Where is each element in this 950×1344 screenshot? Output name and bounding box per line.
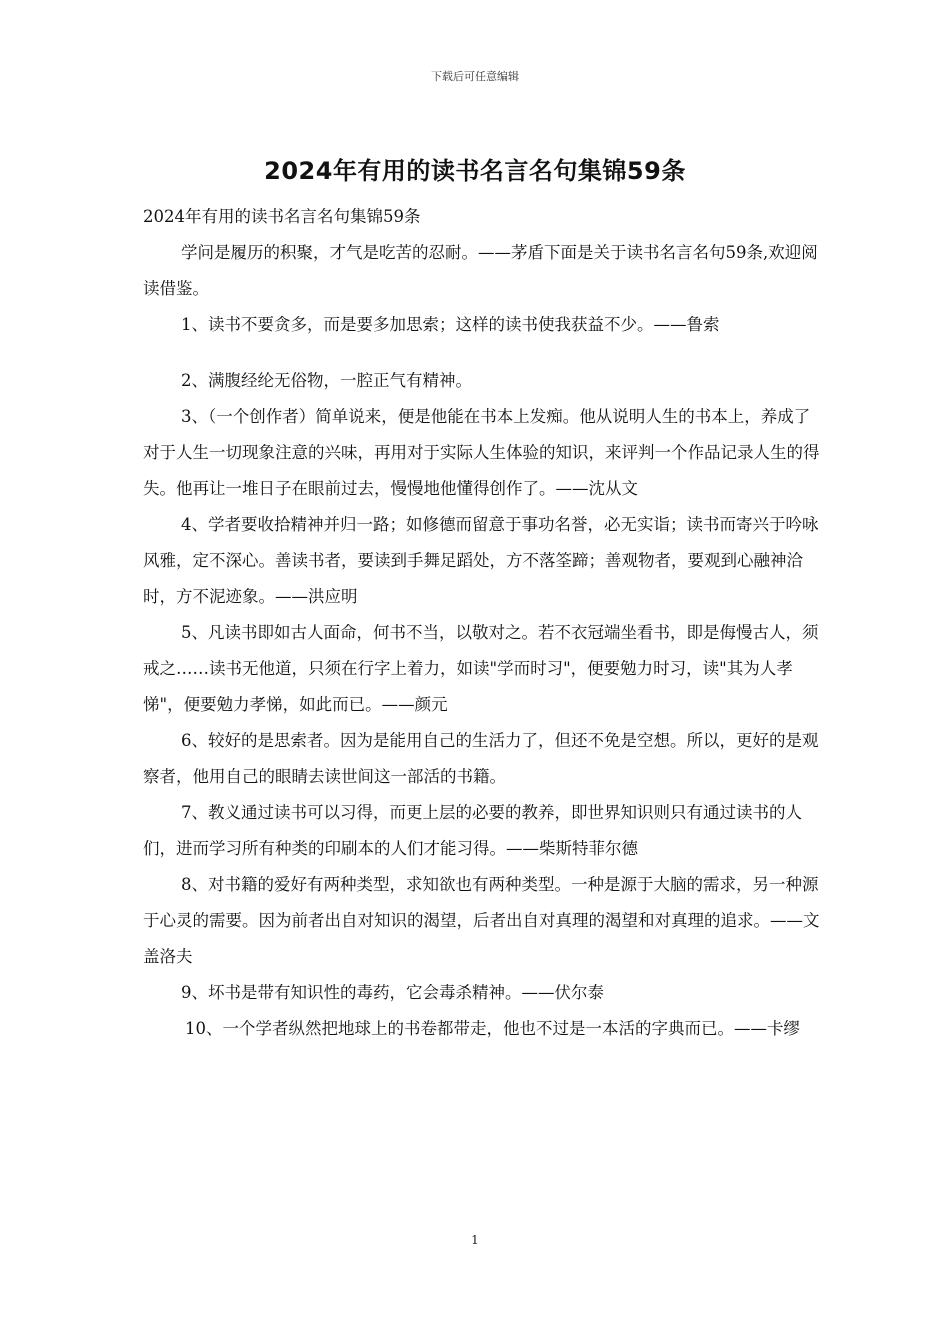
quote-9: 9、坏书是带有知识性的毒药，它会毒杀精神。——伏尔泰 <box>181 983 604 1002</box>
quote-3: 3、（一个创作者）简单说来，便是他能在书本上发痴。他从说明人生的书本上，养成了对于人生一切现象注意的兴味，再用对于实际人生体验的知识，来评判一个作品记录人生的得失。他再让一堆日子在眼前过去，慢慢地他懂得创作了。——沈从文 <box>143 407 820 498</box>
quote-5: 5、凡读书即如古人面命，何书不当，以敬对之。若不衣冠端坐看书，即是侮慢古人，须戒之……读书无他道，只须在行字上着力，如读"学而时习"，便要勉力时习，读"其为人孝悌"，便要勉力孝悌，如此而已。——颜元 <box>143 623 819 714</box>
document-title: 2024年有用的读书名言名句集锦59条 <box>264 157 686 185</box>
quote-2: 2、满腹经纶无俗物，一腔正气有精神。 <box>181 371 472 390</box>
intro-paragraph: 学问是履历的积聚，才气是吃苦的忍耐。——茅盾下面是关于读书名言名句59条,欢迎阅读借鉴。 <box>143 243 818 298</box>
quote-1: 1、读书不要贪多，而是要多加思索；这样的读书使我获益不少。——鲁索 <box>181 315 720 334</box>
quote-4: 4、学者要收拾精神并归一路；如修德而留意于事功名誉，必无实诣；读书而寄兴于吟咏风雅，定不深心。善读书者，要读到手舞足蹈处，方不落筌蹄；善观物者，要观到心融神洽时，方不泥迹象。——洪应明 <box>143 515 819 606</box>
page-number: 1 <box>471 1233 479 1247</box>
quote-10: 10、一个学者纵然把地球上的书卷都带走，他也不过是一本活的字典而已。——卡缪 <box>185 1019 800 1038</box>
quote-6: 6、较好的是思索者。因为是能用自己的生活力了，但还不免是空想。所以，更好的是观察者，他用自己的眼睛去读世间这一部活的书籍。 <box>143 731 819 786</box>
quote-8: 8、对书籍的爱好有两种类型，求知欲也有两种类型。一种是源于大脑的需求，另一种源于心灵的需要。因为前者出自对知识的渴望，后者出自对真理的渴望和对真理的追求。——文盖洛夫 <box>143 875 820 966</box>
document-body <box>143 199 823 1047</box>
header-note: 下载后可任意编辑 <box>431 70 519 83</box>
quote-7: 7、教义通过读书可以习得，而更上层的必要的教养，即世界知识则只有通过读书的人们，进而学习所有种类的印刷本的人们才能习得。——柴斯特菲尔德 <box>143 803 802 858</box>
paragraph-gap <box>143 343 823 363</box>
document-subtitle: 2024年有用的读书名言名句集锦59条 <box>143 207 421 226</box>
